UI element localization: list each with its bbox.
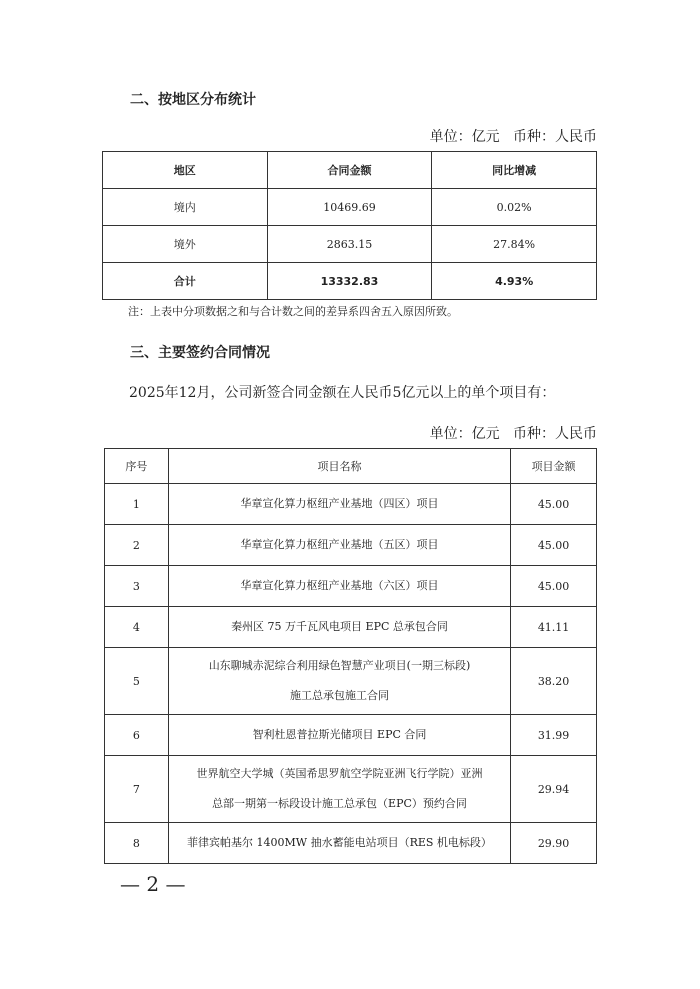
project-name: 华章宣化算力枢纽产业基地（六区）项目 <box>168 566 510 607</box>
project-name: 菲律宾帕基尔 1400MW 抽水蓄能电站项目（RES 机电标段） <box>168 823 510 864</box>
project-name <box>168 648 510 715</box>
amount-cell: 10469.69 <box>267 189 432 226</box>
project-name <box>168 756 510 823</box>
table-row <box>105 823 597 864</box>
row-number: 6 <box>105 715 169 756</box>
total-amount: 13332.83 <box>267 263 432 300</box>
project-name-line1: 世界航空大学城（英国希思罗航空学院亚洲飞行学院）亚洲 <box>196 767 483 780</box>
project-amount: 45.00 <box>511 525 597 566</box>
header-amount: 合同金额 <box>267 152 432 189</box>
project-amount: 38.20 <box>511 648 597 715</box>
table-row <box>105 607 597 648</box>
table-row <box>103 226 597 263</box>
row-number: 3 <box>105 566 169 607</box>
total-yoy: 4.93% <box>432 263 597 300</box>
yoy-cell: 27.84% <box>432 226 597 263</box>
contracts-table <box>104 448 597 864</box>
project-amount: 29.94 <box>511 756 597 823</box>
table-row <box>105 566 597 607</box>
row-number: 5 <box>105 648 169 715</box>
project-amount: 31.99 <box>511 715 597 756</box>
project-name-line2: 总部一期第一标段设计施工总承包（EPC）预约合同 <box>212 797 467 810</box>
project-amount: 29.90 <box>511 823 597 864</box>
table-row <box>105 484 597 525</box>
header-project-amount: 项目金额 <box>511 449 597 484</box>
section3-title: 三、主要签约合同情况 <box>130 345 270 361</box>
project-name: 华章宣化算力枢纽产业基地（五区）项目 <box>168 525 510 566</box>
row-number: 7 <box>105 756 169 823</box>
project-name: 华章宣化算力枢纽产业基地（四区）项目 <box>168 484 510 525</box>
header-region: 地区 <box>103 152 268 189</box>
project-name: 智利杜恩普拉斯光储项目 EPC 合同 <box>168 715 510 756</box>
table-row <box>105 756 597 823</box>
page-number: — 2 — <box>120 872 186 896</box>
row-number: 1 <box>105 484 169 525</box>
section3-intro: 2025年12月，公司新签合同金额在人民币5亿元以上的单个项目有： <box>129 385 556 401</box>
project-name-line2: 施工总承包施工合同 <box>289 689 389 702</box>
table-row <box>105 648 597 715</box>
project-name-line1: 山东聊城赤泥综合利用绿色智慧产业项目(一期三标段) <box>208 659 471 672</box>
table-row <box>105 525 597 566</box>
project-amount: 45.00 <box>511 566 597 607</box>
row-number: 4 <box>105 607 169 648</box>
header-no: 序号 <box>105 449 169 484</box>
table-row <box>103 189 597 226</box>
section2-title: 二、按地区分布统计 <box>130 92 256 108</box>
total-label: 合计 <box>103 263 268 300</box>
section3-unit: 单位：亿元 币种：人民币 <box>429 426 597 442</box>
region-table <box>102 151 597 300</box>
contracts-table-header <box>105 449 597 484</box>
project-amount: 45.00 <box>511 484 597 525</box>
row-number: 8 <box>105 823 169 864</box>
table-row <box>105 715 597 756</box>
row-number: 2 <box>105 525 169 566</box>
project-amount: 41.11 <box>511 607 597 648</box>
project-name: 秦州区 75 万千瓦风电项目 EPC 总承包合同 <box>168 607 510 648</box>
region-table-header <box>103 152 597 189</box>
table-note: 注：上表中分项数据之和与合计数之间的差异系四舍五入原因所致。 <box>128 305 458 318</box>
section2-unit: 单位：亿元 币种：人民币 <box>429 129 597 145</box>
header-name: 项目名称 <box>168 449 510 484</box>
total-row <box>103 263 597 300</box>
region-cell: 境外 <box>103 226 268 263</box>
amount-cell: 2863.15 <box>267 226 432 263</box>
header-yoy: 同比增减 <box>432 152 597 189</box>
yoy-cell: 0.02% <box>432 189 597 226</box>
region-cell: 境内 <box>103 189 268 226</box>
